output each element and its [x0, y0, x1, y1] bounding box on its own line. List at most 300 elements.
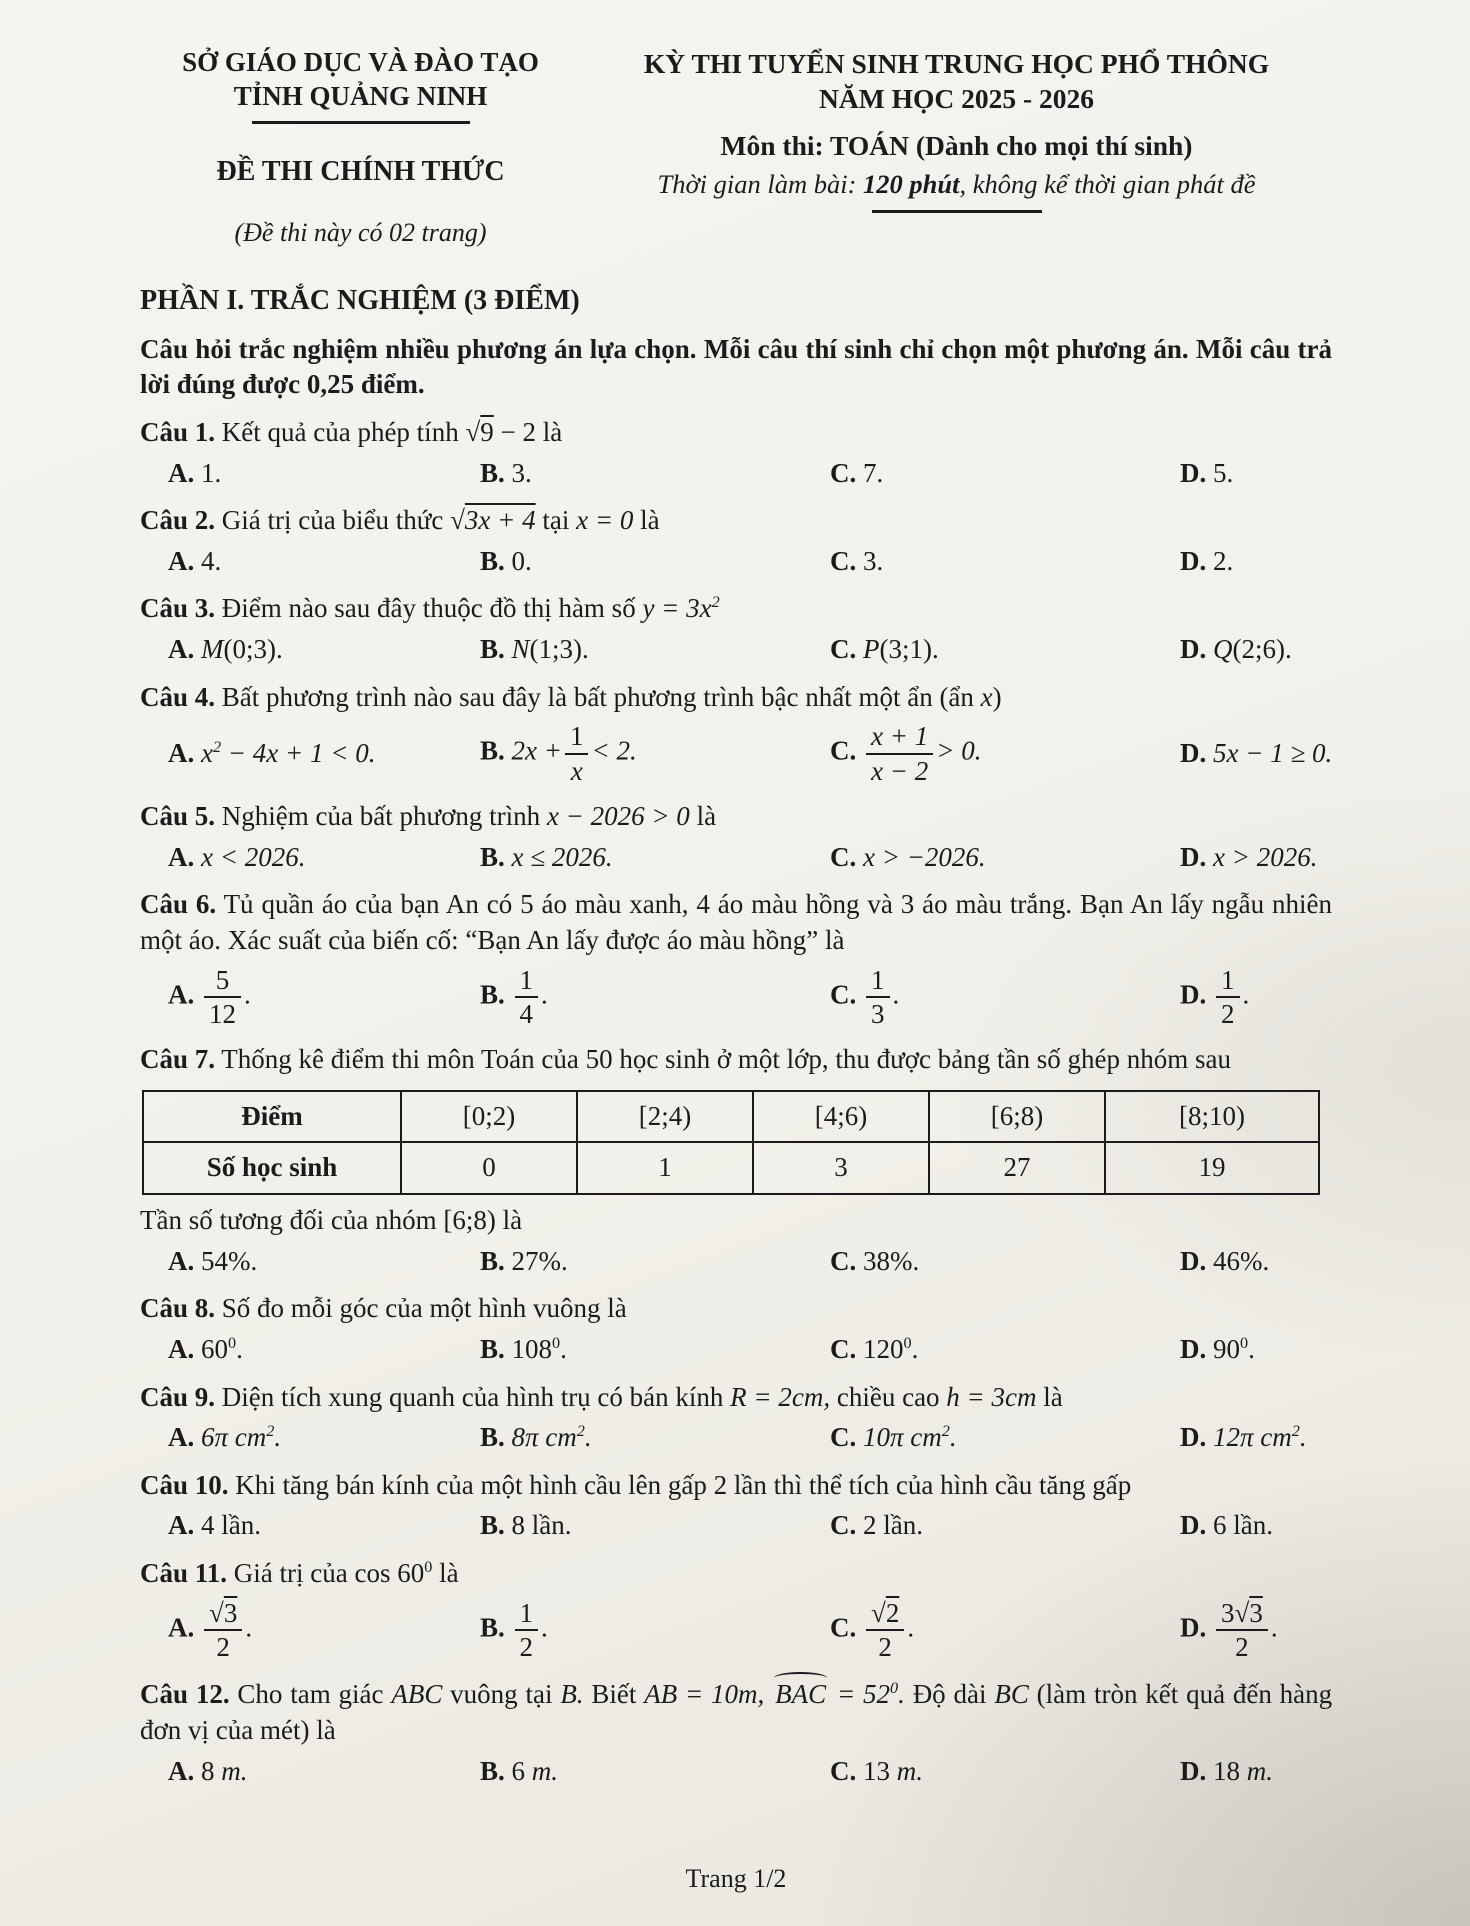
- q8-option-b: [480, 1332, 830, 1368]
- denominator: x: [570, 755, 583, 786]
- coefficient: 3: [1221, 1597, 1235, 1628]
- point-coords: (1;3).: [529, 634, 589, 665]
- q12-option-c: [830, 1754, 1180, 1790]
- table-header-cell: [8;10): [1105, 1091, 1319, 1143]
- numerator: 1: [515, 1599, 539, 1631]
- degree-superscript: 0: [228, 1333, 237, 1352]
- header-left-rule: [252, 121, 470, 124]
- length-unit: m.: [221, 1755, 248, 1786]
- fraction: [866, 966, 890, 1029]
- option-letter: C.: [830, 1333, 857, 1364]
- question-6-text: [140, 887, 1332, 958]
- numerator: [866, 1599, 904, 1631]
- period: .: [949, 1422, 957, 1453]
- denominator: 3: [871, 998, 885, 1029]
- angle-value: = 52: [836, 1679, 891, 1710]
- q6-option-b: [480, 964, 830, 1031]
- question-4-math: x: [980, 681, 993, 712]
- question-3-label: Câu 3.: [140, 593, 216, 624]
- option-letter: D.: [1180, 545, 1207, 576]
- question-5-math: x − 2026 > 0: [546, 801, 690, 832]
- math-base: y = 3x: [642, 593, 712, 624]
- table-header-cell: [2;4): [577, 1091, 753, 1143]
- period: .: [1299, 1422, 1307, 1453]
- question-10-text: [140, 1468, 1332, 1504]
- area-base: 6π cm: [201, 1422, 267, 1453]
- angle-value: [201, 1334, 243, 1364]
- option-value: x ≤ 2026.: [511, 841, 613, 872]
- math-expression: 5x − 1 ≥ 0.: [1213, 737, 1333, 768]
- area-base: 12π cm: [1213, 1422, 1292, 1453]
- length-unit: m.: [1246, 1755, 1273, 1786]
- point-name: P: [863, 634, 880, 665]
- degree-superscript: 0: [890, 1679, 899, 1698]
- question-4-text: [140, 680, 1332, 716]
- denominator: 2: [216, 1632, 230, 1663]
- angle-value: [1213, 1334, 1255, 1364]
- option-letter: A.: [168, 737, 195, 768]
- denominator: 2: [1235, 1632, 1249, 1663]
- q4-option-c: [830, 720, 1180, 787]
- q11-option-a: [168, 1597, 480, 1664]
- point-coords: (3;1).: [879, 634, 939, 665]
- point-name: N: [511, 634, 530, 665]
- question-2-options: [140, 544, 1332, 580]
- option-value: 3.: [511, 457, 532, 488]
- table-value-cell: 0: [401, 1142, 577, 1194]
- numerator: 1: [866, 966, 890, 998]
- fraction: [565, 722, 589, 785]
- question-2-text: [140, 503, 1332, 539]
- question-8-part1: Số đo mỗi góc của một hình vuông là: [221, 1293, 627, 1324]
- area-value: [863, 1422, 957, 1452]
- side-length: AB = 10m,: [644, 1679, 765, 1710]
- math-pre: 2x +: [511, 735, 562, 766]
- page-number: Trang 1/2: [685, 1863, 787, 1893]
- option-letter: D.: [1180, 737, 1207, 768]
- q4-option-d: [1180, 736, 1332, 772]
- q11-option-b: [480, 1597, 830, 1664]
- angle-number: 108: [511, 1333, 553, 1364]
- option-letter: A.: [168, 1612, 195, 1643]
- q6-option-c: [830, 964, 1180, 1031]
- period: .: [236, 1333, 243, 1364]
- q1-option-d: [1180, 456, 1332, 492]
- option-letter: A.: [168, 841, 195, 872]
- option-value: 27%.: [511, 1245, 568, 1276]
- math-post: > 0.: [936, 735, 982, 766]
- table-header-cell: [4;6): [753, 1091, 929, 1143]
- fraction: [204, 966, 241, 1029]
- table-header-cell: [0;2): [401, 1091, 577, 1143]
- fraction: [515, 1599, 539, 1662]
- question-11-part2: là: [439, 1558, 459, 1589]
- question-5-text: [140, 799, 1332, 835]
- question-9-math1: R = 2cm,: [730, 1381, 831, 1412]
- option-letter: C.: [830, 634, 857, 665]
- question-11-label: Câu 11.: [140, 1558, 228, 1589]
- question-2: [140, 503, 1332, 579]
- exam-title-line2: NĂM HỌC 2025 - 2026: [819, 83, 1094, 115]
- question-7-label: Câu 7.: [140, 1044, 216, 1075]
- option-letter: B.: [480, 1755, 505, 1786]
- question-11-text: [140, 1556, 1332, 1592]
- question-5-part2: là: [696, 801, 717, 832]
- angle-equation: [837, 1679, 905, 1709]
- numerator: x + 1: [866, 722, 933, 754]
- option-letter: A.: [168, 1333, 195, 1364]
- denominator: 12: [209, 998, 236, 1029]
- sqrt-radicand: 2: [885, 1597, 900, 1628]
- table-value-row: [143, 1142, 1319, 1194]
- sqrt-radicand: 9: [480, 416, 494, 447]
- option-value: 1.: [201, 457, 222, 488]
- numerator: 1: [1216, 966, 1240, 998]
- period: .: [244, 979, 251, 1010]
- option-letter: C.: [830, 1245, 857, 1276]
- q5-option-b: [480, 840, 830, 876]
- squared-superscript: 2: [941, 1422, 950, 1441]
- fraction: [1216, 1599, 1268, 1662]
- option-letter: B.: [480, 735, 505, 766]
- question-3-math: [642, 593, 719, 623]
- numerator: 5: [204, 966, 241, 998]
- option-letter: B.: [480, 634, 505, 665]
- option-letter: A.: [168, 1510, 195, 1541]
- question-12-part5: (làm tròn kết quả đến hàng đơn vị của mét) là: [140, 1679, 1333, 1746]
- question-4-label: Câu 4.: [140, 681, 216, 712]
- option-letter: B.: [480, 979, 505, 1010]
- q10-option-d: [1180, 1508, 1332, 1544]
- option-letter: B.: [480, 1333, 505, 1364]
- option-value: 7.: [863, 457, 884, 488]
- q11-option-d: [1180, 1597, 1332, 1664]
- header-right-rule: [872, 210, 1042, 213]
- denominator: 4: [519, 998, 534, 1029]
- table-value-cell: 1: [577, 1142, 753, 1194]
- option-value: 2.: [1213, 545, 1234, 576]
- option-value: x > 2026.: [1213, 841, 1318, 872]
- question-5-label: Câu 5.: [140, 801, 216, 832]
- cos-expression: cos 60: [354, 1558, 425, 1589]
- q9-option-d: [1180, 1420, 1332, 1456]
- question-12-part3: Biết: [591, 1679, 637, 1710]
- question-9-options: [140, 1420, 1332, 1456]
- question-1: [140, 415, 1332, 491]
- option-letter: A.: [168, 545, 195, 576]
- point-name: M: [201, 634, 224, 665]
- option-letter: D.: [1180, 1333, 1207, 1364]
- time-line: [581, 167, 1332, 202]
- numerator: 1: [565, 722, 589, 754]
- angle-with-hat: BAC: [772, 1675, 829, 1713]
- option-letter: C.: [830, 1422, 857, 1453]
- question-9: [140, 1380, 1332, 1456]
- option-letter: C.: [830, 457, 857, 488]
- q2-option-b: [480, 544, 830, 580]
- table-value-cell: 3: [753, 1142, 929, 1194]
- question-10: [140, 1468, 1332, 1544]
- sqrt-sign: √: [871, 1597, 886, 1628]
- question-7-subtext: [140, 1203, 1332, 1239]
- question-2-part1: Giá trị của biểu thức: [221, 505, 444, 536]
- question-7-after2: là: [502, 1205, 523, 1236]
- option-letter: D.: [1180, 1422, 1207, 1453]
- question-2-math: x = 0: [576, 505, 634, 536]
- question-4-part2: ): [992, 681, 1002, 712]
- sqrt-sign: √: [450, 505, 465, 536]
- period: .: [541, 1612, 548, 1643]
- table-value-cell: 27: [929, 1142, 1105, 1194]
- option-value: 4 lần.: [201, 1510, 261, 1541]
- question-1-part1: Kết quả của phép tính: [221, 416, 459, 447]
- period: .: [907, 1612, 915, 1643]
- q5-option-a: [168, 840, 480, 876]
- numerator: [204, 1599, 242, 1631]
- question-12-text: [140, 1675, 1332, 1748]
- period: .: [1270, 1612, 1278, 1643]
- question-11-part1: Giá trị của: [233, 1558, 348, 1589]
- option-letter: B.: [480, 545, 505, 576]
- question-1-options: [140, 456, 1332, 492]
- department-name-line2: TỈNH QUẢNG NINH: [233, 80, 488, 111]
- point-coords: (2;6).: [1232, 634, 1292, 665]
- question-1-part2: − 2 là: [500, 416, 563, 447]
- question-10-part1: Khi tăng bán kính của một hình cầu lên gấp 2 lần thì thể tích của hình cầu tăng gấp: [235, 1469, 1132, 1500]
- q2-option-d: [1180, 544, 1332, 580]
- option-letter: B.: [480, 1422, 505, 1453]
- q1-option-b: [480, 456, 830, 492]
- sqrt-expression: [450, 505, 536, 535]
- page-header: [140, 46, 1332, 251]
- q3-option-a: [168, 632, 480, 668]
- question-4-options: [140, 720, 1332, 787]
- fraction: [866, 722, 933, 785]
- angle-number: 90: [1213, 1333, 1240, 1364]
- question-5: [140, 799, 1332, 875]
- option-value: 3.: [863, 545, 884, 576]
- frequency-table: [142, 1090, 1320, 1195]
- question-11-options: [140, 1597, 1332, 1664]
- angle-value: [863, 1334, 918, 1364]
- option-letter: D.: [1180, 1245, 1207, 1276]
- length-number: 18: [1213, 1755, 1247, 1786]
- math-rest: − 4x + 1 < 0.: [227, 737, 376, 768]
- q8-option-d: [1180, 1332, 1332, 1368]
- question-6-label: Câu 6.: [140, 889, 217, 920]
- option-letter: C.: [830, 1510, 857, 1541]
- question-5-part1: Nghiệm của bất phương trình: [221, 801, 541, 832]
- question-7-after1: Tần số tương đối của nhóm: [140, 1205, 437, 1236]
- option-value: x < 2026.: [201, 841, 306, 872]
- q10-option-c: [830, 1508, 1180, 1544]
- question-8-options: [140, 1332, 1332, 1368]
- option-letter: A.: [168, 457, 195, 488]
- q6-option-d: [1180, 964, 1332, 1031]
- question-5-options: [140, 840, 1332, 876]
- area-value: [201, 1422, 281, 1452]
- fraction: [204, 1599, 242, 1662]
- option-letter: D.: [1180, 634, 1207, 665]
- q9-option-c: [830, 1420, 1180, 1456]
- math-base: x: [201, 737, 213, 768]
- period: .: [245, 1612, 253, 1643]
- table-row-label: Số học sinh: [143, 1142, 401, 1194]
- sqrt-sign: √: [209, 1597, 224, 1628]
- option-value: 54%.: [201, 1245, 258, 1276]
- denominator: 2: [878, 1632, 892, 1663]
- math-exponent: 2: [711, 593, 720, 612]
- question-9-part2: chiều cao: [836, 1381, 940, 1412]
- vertex-name: B.: [560, 1679, 584, 1710]
- sqrt-radicand: 3: [223, 1597, 238, 1628]
- option-value: 4.: [201, 545, 222, 576]
- question-12-part4: Độ dài: [912, 1679, 987, 1710]
- area-base: 10π cm: [863, 1422, 942, 1453]
- option-letter: D.: [1180, 979, 1207, 1010]
- sqrt-sign: √: [1234, 1597, 1250, 1628]
- question-11-math: [354, 1558, 432, 1588]
- table-value-cell: 19: [1105, 1142, 1319, 1194]
- question-4: [140, 680, 1332, 787]
- question-6: [140, 887, 1332, 1030]
- denominator: 2: [1221, 998, 1235, 1029]
- option-letter: B.: [480, 841, 505, 872]
- option-value: 2 lần.: [863, 1510, 923, 1541]
- length-unit: m.: [896, 1755, 923, 1786]
- q5-option-d: [1180, 840, 1332, 876]
- sqrt-expression: [465, 417, 493, 447]
- option-letter: A.: [168, 634, 195, 665]
- q5-option-c: [830, 840, 1180, 876]
- question-3-text: [140, 591, 1332, 627]
- math-exponent: 2: [212, 737, 222, 756]
- q10-option-a: [168, 1508, 480, 1544]
- question-12-part1: Cho tam giác: [237, 1679, 384, 1710]
- question-9-part1: Diện tích xung quanh của hình trụ có bán kính: [221, 1381, 724, 1412]
- option-letter: C.: [830, 1612, 857, 1643]
- length-number: 6: [511, 1755, 532, 1786]
- q6-option-a: [168, 964, 480, 1031]
- point-name: Q: [1213, 634, 1233, 665]
- question-9-label: Câu 9.: [140, 1381, 216, 1412]
- math-post: < 2.: [591, 735, 637, 766]
- section-intro: Câu hỏi trắc nghiệm nhiều phương án lựa chọn. Mỗi câu thí sinh chỉ chọn một phương án. Mỗi câu trả lời đúng được 0,25 điểm.: [140, 333, 1332, 400]
- question-2-part2: tại: [542, 505, 570, 536]
- option-value: 8 lần.: [511, 1510, 572, 1541]
- option-letter: B.: [480, 1245, 505, 1276]
- period: .: [274, 1422, 282, 1453]
- q12-option-a: [168, 1754, 480, 1790]
- q1-option-c: [830, 456, 1180, 492]
- question-9-text: [140, 1380, 1332, 1416]
- time-duration: 120 phút: [863, 168, 960, 199]
- q2-option-c: [830, 544, 1180, 580]
- question-9-math2: h = 3cm: [946, 1381, 1037, 1412]
- question-10-options: [140, 1508, 1332, 1544]
- option-letter: C.: [830, 735, 857, 766]
- period: .: [911, 1333, 919, 1364]
- math-expression: [201, 738, 375, 768]
- question-9-part3: là: [1043, 1381, 1063, 1412]
- triangle-name: ABC: [391, 1679, 443, 1710]
- squared-superscript: 2: [266, 1422, 275, 1441]
- q3-option-d: [1180, 632, 1332, 668]
- q7-option-c: [830, 1244, 1180, 1280]
- degree-superscript: 0: [552, 1333, 561, 1352]
- denominator: x − 2: [871, 755, 929, 786]
- option-letter: B.: [480, 457, 505, 488]
- option-letter: D.: [1180, 1612, 1207, 1643]
- question-7-text: [140, 1042, 1332, 1078]
- length-number: 13: [863, 1755, 897, 1786]
- numerator: 1: [515, 966, 539, 998]
- q10-option-b: [480, 1508, 830, 1544]
- area-base: 8π cm: [511, 1422, 577, 1453]
- option-value: 38%.: [863, 1245, 920, 1276]
- question-7: [140, 1042, 1332, 1279]
- exam-title-line1: KỲ THI TUYỂN SINH TRUNG HỌC PHỔ THÔNG: [643, 48, 1270, 79]
- question-12: [140, 1675, 1332, 1789]
- option-letter: C.: [830, 1755, 857, 1786]
- q3-option-c: [830, 632, 1180, 668]
- option-letter: B.: [480, 1510, 505, 1541]
- option-letter: A.: [168, 979, 195, 1010]
- option-letter: D.: [1180, 1755, 1207, 1786]
- question-6-part1: Tủ quần áo của bạn An có 5 áo màu xanh, 4 áo màu hồng và 3 áo màu trắng. Bạn An lấy ngẫu nhiên một áo. Xác suất của biến cố: “Bạn An lấy được áo màu hồng” là: [140, 889, 1333, 955]
- q4-option-b: [480, 720, 830, 787]
- subject-line: Môn thi: TOÁN (Dành cho mọi thí sinh): [720, 130, 1193, 162]
- q12-option-d: [1180, 1754, 1332, 1790]
- time-pre: Thời gian làm bài:: [657, 168, 864, 199]
- fraction: [515, 966, 539, 1029]
- numerator: [1216, 1599, 1268, 1631]
- period: .: [541, 979, 548, 1010]
- table-header-cell: [6;8): [929, 1091, 1105, 1143]
- option-letter: B.: [480, 1612, 505, 1643]
- q2-option-a: [168, 544, 480, 580]
- header-left: [140, 46, 581, 251]
- q8-option-c: [830, 1332, 1180, 1368]
- denominator: 2: [519, 1632, 534, 1663]
- question-10-label: Câu 10.: [140, 1469, 229, 1500]
- question-7-interval: [6;8): [443, 1205, 496, 1236]
- degree-superscript: 0: [424, 1558, 433, 1577]
- section-title: PHẦN I. TRẮC NGHIỆM (3 ĐIỂM): [140, 284, 580, 316]
- option-letter: C.: [830, 545, 857, 576]
- question-1-text: [140, 415, 1332, 451]
- area-value: [1213, 1422, 1307, 1452]
- question-12-part2: vuông tại: [450, 1679, 553, 1710]
- question-8: [140, 1291, 1332, 1367]
- q7-option-d: [1180, 1244, 1332, 1280]
- question-8-label: Câu 8.: [140, 1293, 216, 1324]
- q4-option-a: [168, 736, 480, 772]
- option-value: x > −2026.: [863, 841, 986, 872]
- option-value: 46%.: [1213, 1245, 1270, 1276]
- period: .: [1242, 979, 1250, 1010]
- q8-option-a: [168, 1332, 480, 1368]
- q9-option-b: [480, 1420, 830, 1456]
- table-corner-cell: Điểm: [143, 1091, 401, 1143]
- option-letter: D.: [1180, 841, 1207, 872]
- fraction: [1216, 966, 1240, 1029]
- header-right: [581, 46, 1332, 251]
- option-letter: D.: [1180, 457, 1207, 488]
- option-value: 5.: [1213, 457, 1234, 488]
- option-value: 0.: [511, 545, 532, 576]
- option-letter: D.: [1180, 1510, 1207, 1541]
